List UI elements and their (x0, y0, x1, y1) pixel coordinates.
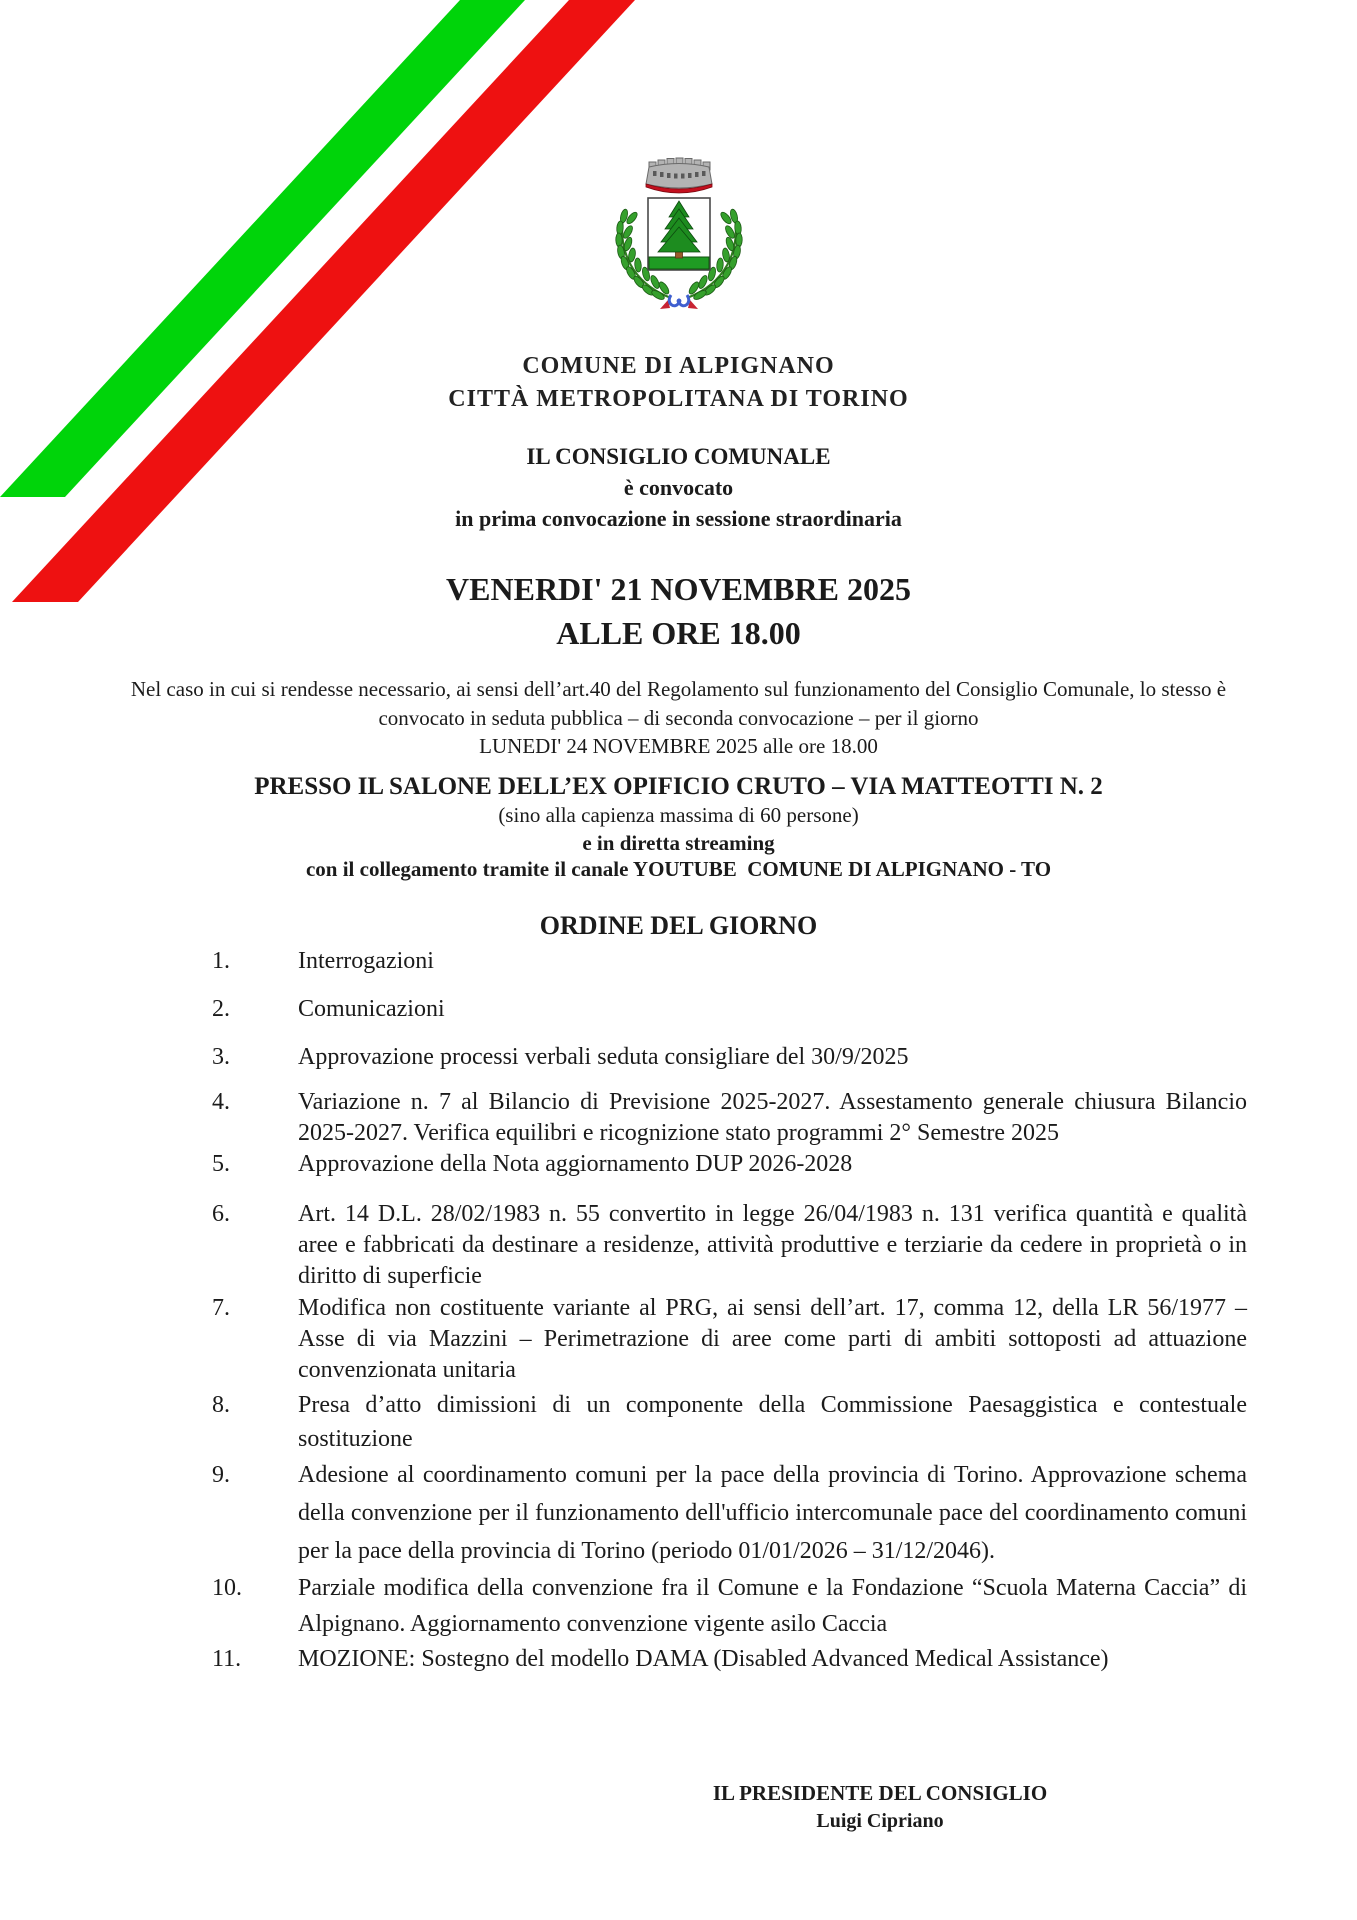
meeting-date: VENERDI' 21 NOVEMBRE 2025 (446, 571, 911, 607)
agenda-item-text: Art. 14 D.L. 28/02/1983 n. 55 convertito in legge 26/04/1983 n. 131 verifica quantità e qualità aree e fabbricati da destinare a residenze, attività produttive e terziarie da cedere in proprietà o in diritto di superficie (298, 1201, 1247, 1289)
crest-shield (648, 198, 710, 270)
metropolitan-city-line: CITTÀ METROPOLITANA DI TORINO (448, 386, 909, 412)
council-title: IL CONSIGLIO COMUNALE (526, 444, 831, 469)
agenda-item-number: 2. (212, 996, 230, 1022)
green-stripe (0, 0, 525, 497)
agenda-item-text: Adesione al coordinamento comuni per la pace della provincia di Torino. Approvazione schema della convenzione per il funzionamento dell'ufficio intercomunale pace del coordinamento comuni per la pace della provincia di Torino (periodo 01/01/2026 – 31/12/2046). (298, 1462, 1247, 1564)
agenda-item (212, 1087, 1247, 1149)
agenda-item-number: 6. (212, 1201, 230, 1227)
agenda-item-number: 3. (212, 1044, 230, 1070)
convocation-block (0, 441, 1357, 534)
agenda-item-text: Parziale modifica della convenzione fra il Comune e la Fondazione “Scuola Materna Caccia” di Alpignano. Aggiornamento convenzione vigente asilo Caccia (298, 1575, 1247, 1637)
agenda-item-text: Comunicazioni (298, 996, 445, 1022)
agenda-list (212, 946, 1247, 1675)
youtube-channel-line: con il collegamento tramite il canale YOUTUBE COMUNE DI ALPIGNANO - TO (305, 857, 1052, 881)
agenda-item (212, 1388, 1247, 1456)
agenda-item-text: Variazione n. 7 al Bilancio di Previsione 2025-2027. Assestamento generale chiusura Bilancio 2025-2027. Verifica equilibri e ricognizione stato programmi 2° Semestre 2025 (298, 1089, 1247, 1146)
second-convocation-notice (0, 675, 1357, 761)
agenda-item-number: 10. (212, 1575, 242, 1601)
second-convocation-date: LUNEDI' 24 NOVEMBRE 2025 alle ore 18.00 (479, 734, 878, 758)
agenda-item (212, 1644, 1247, 1675)
municipal-coat-of-arms (608, 154, 750, 309)
venue-capacity: (sino alla capienza massima di 60 persone) (498, 803, 859, 827)
municipality-header (0, 350, 1357, 416)
agenda-item-number: 1. (212, 948, 230, 974)
venue-address: PRESSO IL SALONE DELL’EX OPIFICIO CRUTO – VIA MATTEOTTI N. 2 (254, 773, 1103, 800)
agenda-item-number: 8. (212, 1392, 230, 1418)
agenda-item-text: Presa d’atto dimissioni di un componente della Commissione Paesaggistica e contestuale sostituzione (298, 1392, 1247, 1452)
second-convocation-text: Nel caso in cui si rendesse necessario, ai sensi dell’art.40 del Regolamento sul funzionamento del Consiglio Comunale, lo stesso è convocato in seduta pubblica – di seconda convocazione – per il giorno (130, 677, 1227, 730)
meeting-date-block (0, 567, 1357, 655)
agenda-item (212, 994, 1247, 1025)
agenda-item (212, 1456, 1247, 1570)
streaming-line: e in diretta streaming (582, 831, 775, 855)
session-type-line: in prima convocazione in sessione straordinaria (455, 506, 902, 531)
agenda-item (212, 1149, 1247, 1180)
agenda-title: ORDINE DEL GIORNO (539, 911, 818, 940)
mural-crown (646, 158, 712, 193)
agenda-item-number: 11. (212, 1646, 242, 1672)
meeting-time: ALLE ORE 18.00 (556, 615, 801, 651)
agenda-item (212, 1199, 1247, 1292)
agenda-item-text: Modifica non costituente variante al PRG, ai sensi dell’art. 17, comma 12, della LR 56/1977 – Asse di via Mazzini – Perimetrazione di aree come parti di ambiti sottoposti ad attuazione convenzionata unitaria (298, 1295, 1247, 1383)
agenda-item-number: 9. (212, 1462, 230, 1488)
signature-role: IL PRESIDENTE DEL CONSIGLIO (712, 1781, 1048, 1805)
agenda-item-number: 5. (212, 1151, 230, 1177)
signature-name: Luigi Cipriano (816, 1810, 944, 1832)
convocation-line: è convocato (623, 475, 734, 500)
agenda-item (212, 1570, 1247, 1642)
agenda-item-text: Interrogazioni (298, 948, 434, 974)
agenda-item-number: 7. (212, 1295, 230, 1321)
agenda-item (212, 946, 1247, 977)
tricolour-stripes-decoration (0, 0, 700, 640)
venue-block (0, 773, 1357, 883)
municipality-name: COMUNE DI ALPIGNANO (522, 353, 835, 379)
agenda-item-text: Approvazione processi verbali seduta consigliare del 30/9/2025 (298, 1044, 909, 1070)
agenda-item-text: Approvazione della Nota aggiornamento DUP 2026-2028 (298, 1151, 853, 1177)
agenda-item-text: MOZIONE: Sostegno del modello DAMA (Disabled Advanced Medical Assistance) (298, 1646, 1109, 1672)
agenda-item (212, 1042, 1247, 1073)
wreath-ribbon (660, 295, 698, 309)
agenda-item (212, 1293, 1247, 1386)
agenda-item-number: 4. (212, 1089, 230, 1115)
signature-block (680, 1779, 1080, 1835)
